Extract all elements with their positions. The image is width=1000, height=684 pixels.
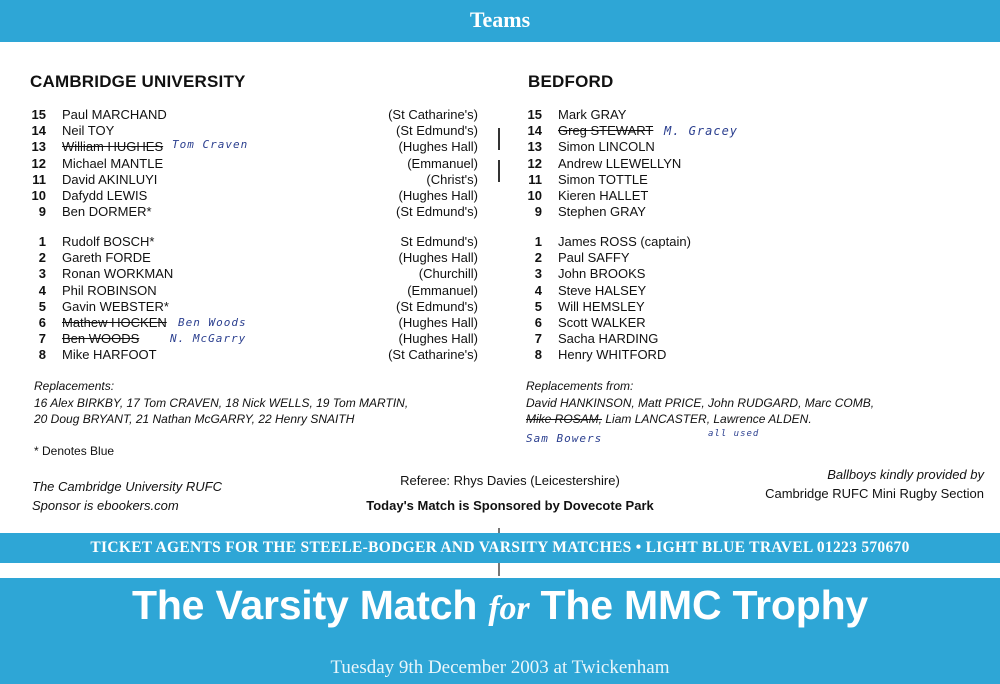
bedford-replacements-title: Replacements from: [526,379,634,393]
player-number: 1 [38,234,46,249]
player-college: (Hughes Hall) [398,250,478,266]
player-name: Ben DORMER* [62,204,152,220]
fold-mark [498,128,500,150]
player-number: 6 [534,314,542,330]
player-name: John BROOKS [558,266,646,282]
handwritten-extra-replacement: Sam Bowers [526,432,603,445]
handwritten-note-13: Tom Craven [172,138,249,151]
player-row [526,250,826,266]
handwritten-all-used: all used [708,429,760,439]
cu-sponsor-line2: Sponsor is ebookers.com [32,498,179,513]
player-row [526,107,826,123]
player-row [30,299,478,315]
player-row [30,156,478,172]
player-row [30,204,478,220]
player-name: Will HEMSLEY [558,298,645,314]
player-number: 15 [527,107,542,122]
player-name: Stephen GRAY [558,204,646,220]
player-row [526,299,826,315]
player-name: Scott WALKER [558,314,646,330]
player-name: Gavin WEBSTER* [62,298,169,314]
player-number: 9 [534,204,542,220]
player-row [30,331,478,347]
varsity-match-title [0,582,1000,629]
player-name: Steve HALSEY [558,282,647,298]
player-name: Rudolf BOSCH* [62,234,155,249]
player-row [30,172,478,188]
player-name: Simon LINCOLN [558,139,655,155]
player-name: Sacha HARDING [558,331,659,347]
player-college: (Hughes Hall) [398,331,478,347]
player-name: Kieren HALLET [558,187,649,203]
player-college: (Hughes Hall) [398,314,478,330]
player-number: 12 [31,155,46,171]
player-college: (Emmanuel) [407,155,478,171]
player-name: Mathew HOCKEN [62,314,167,330]
player-row [30,347,478,363]
player-number: 11 [32,171,46,187]
player-number: 13 [527,139,542,155]
player-name: David AKINLUYI [62,171,158,187]
player-number: 13 [31,139,46,155]
player-college: (Hughes Hall) [398,187,478,203]
player-name: Henry WHITFORD [558,347,667,363]
player-row [526,156,826,172]
player-number: 10 [527,187,542,203]
fold-mark [498,160,500,182]
bedford-forwards-list [526,234,826,364]
handwritten-note-6: Ben Woods [178,316,247,329]
player-name: Greg STEWART [558,123,654,139]
player-college: (St Catharine's) [388,107,478,122]
player-number: 4 [38,282,46,298]
title-part2: The MMC Trophy [529,582,869,628]
cambridge-replacements-title: Replacements: [34,379,115,393]
player-row [30,107,478,123]
bedford-team-title: BEDFORD [528,72,614,91]
handwritten-note-7: N. McGarry [170,332,247,345]
player-number: 2 [534,250,542,266]
player-number: 14 [31,123,46,139]
player-number: 7 [534,331,542,347]
player-row [526,204,826,220]
player-number: 3 [38,266,46,282]
player-number: 8 [534,347,542,363]
player-college: (St Edmund's) [396,204,478,220]
player-name: Ben WOODS [62,331,140,347]
player-number: 12 [527,155,542,171]
player-name: Paul MARCHAND [62,107,167,122]
ballboys-line2: Cambridge RUFC Mini Rugby Section [765,486,984,501]
player-row [30,283,478,299]
player-row [526,283,826,299]
cambridge-replacements-line1: 16 Alex BIRKBY, 17 Tom CRAVEN, 18 Nick WELLS, 19 Tom MARTIN, [34,396,409,410]
player-name: Michael MANTLE [62,155,164,171]
match-date-line: Tuesday 9th December 2003 at Twickenham [330,657,670,678]
player-row [526,188,826,204]
match-sponsor-line: Today's Match is Sponsored by Dovecote Park [366,498,654,513]
player-name: Gareth FORDE [62,250,151,266]
player-row [30,188,478,204]
player-college: (St Edmund's) [396,298,478,314]
player-name: Mark GRAY [558,107,627,122]
teams-banner [0,0,1000,42]
player-row [526,315,826,331]
player-number: 6 [38,314,46,330]
player-college: (Churchill) [418,266,478,282]
player-college: St Edmund's) [400,234,478,249]
player-name: James ROSS (captain) [558,234,691,249]
cambridge-backs-list [30,107,478,220]
player-number: 3 [534,266,542,282]
player-number: 10 [31,187,46,203]
replacements-rest: Liam LANCASTER, Lawrence ALDEN. [602,412,812,426]
player-row [526,139,826,155]
bedford-replacements-line2 [526,412,812,426]
player-row [30,123,478,139]
player-row [30,266,478,282]
player-name: Andrew LLEWELLYN [558,155,682,171]
player-number: 1 [534,234,542,249]
player-college: (Christ's) [426,171,478,187]
player-row [30,139,478,155]
player-row [526,331,826,347]
bedford-replacements-line1: David HANKINSON, Matt PRICE, John RUDGARD, Marc COMB, [526,396,875,410]
player-number: 2 [38,250,46,266]
player-row [30,315,478,331]
player-number: 14 [527,123,542,139]
player-name: Paul SAFFY [558,250,630,266]
player-name: William HUGHES [62,139,164,155]
player-name: Phil ROBINSON [62,282,157,298]
title-part1: The Varsity Match [131,582,489,628]
ballboys-line1: Ballboys kindly provided by [827,467,984,482]
player-college: (St Edmund's) [396,123,478,139]
ticket-agents-bar [0,533,1000,563]
player-college: (St Catharine's) [388,347,478,363]
player-name: Simon TOTTLE [558,171,648,187]
player-number: 9 [38,204,46,220]
teams-title: Teams [469,7,531,32]
player-row [526,266,826,282]
struck-replacement: Mike ROSAM, [526,412,603,426]
referee-line: Referee: Rhys Davies (Leicestershire) [400,473,620,488]
cambridge-replacements-line2: 20 Doug BRYANT, 21 Nathan McGARRY, 22 Henry SNAITH [34,412,355,426]
player-number: 11 [528,171,542,187]
cambridge-team-title: CAMBRIDGE UNIVERSITY [30,72,246,91]
player-row [526,234,826,250]
player-name: Dafydd LEWIS [62,187,148,203]
player-number: 7 [38,331,46,347]
player-college: (Emmanuel) [407,282,478,298]
player-college: (Hughes Hall) [398,139,478,155]
denotes-blue-note: * Denotes Blue [34,444,115,458]
player-number: 4 [534,282,542,298]
player-name: Neil TOY [62,123,115,139]
handwritten-note-14: M. Gracey [664,124,739,138]
player-name: Mike HARFOOT [62,347,157,363]
player-row [526,172,826,188]
cu-sponsor-line1: The Cambridge University RUFC [32,479,222,494]
player-number: 8 [38,347,46,363]
player-row [30,250,478,266]
player-row [30,234,478,250]
title-for: for [488,590,530,627]
cambridge-forwards-list [30,234,478,364]
ticket-agents-text: TICKET AGENTS FOR THE STEELE-BODGER AND VARSITY MATCHES • LIGHT BLUE TRAVEL 01223 570670 [90,539,910,556]
player-row [526,347,826,363]
player-number: 15 [31,107,46,122]
player-number: 5 [534,298,542,314]
player-number: 5 [38,298,46,314]
player-name: Ronan WORKMAN [62,266,174,282]
